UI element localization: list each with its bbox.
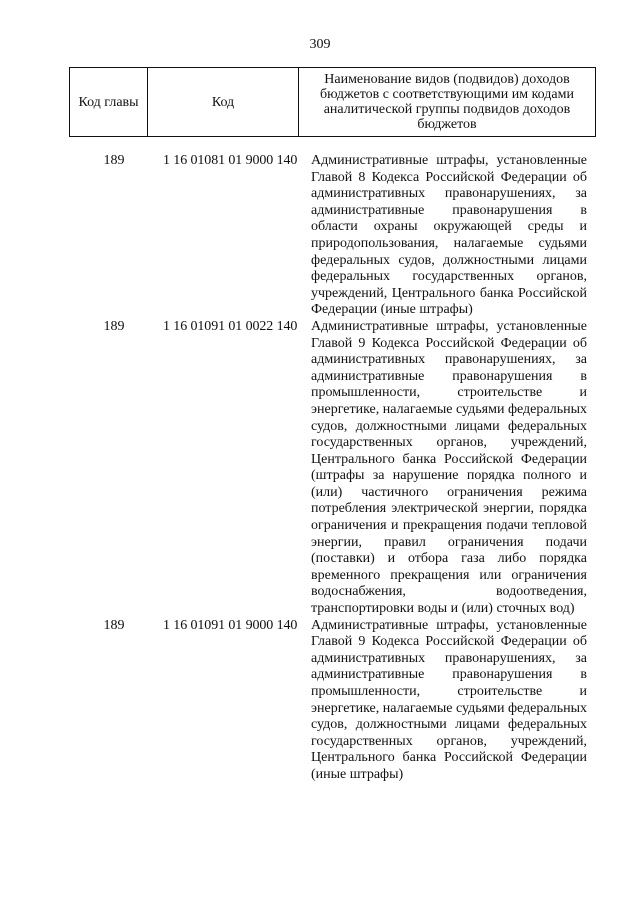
table-header	[69, 67, 596, 137]
table-body	[69, 153, 596, 784]
chapter-code-cell: 189	[103, 617, 125, 633]
table-row	[69, 153, 596, 319]
header-name: Наименование видов (подвидов) доходов бюджетов с соответствующими им кодами аналитической группы подвидов доходов бюджетов	[299, 68, 596, 137]
name-cell: Административные штрафы, установленные Главой 8 Кодекса Российской Федерации об административных правонарушениях, за административные правонарушения в области охраны окружающей среды и природопользования, налагаемые судьями федеральных судов, должностными лицами федеральных государственных органов, учреждений, Центрального банка Российской Федерации (иные штрафы)	[311, 153, 587, 318]
name-cell: Административные штрафы, установленные Главой 9 Кодекса Российской Федерации об административных правонарушениях, за административные правонарушения в промышленности, строительстве и энергетике, налагаемые судьями федеральных судов, должностными лицами федеральных государственных органов, учреждений, Центрального банка Российской Федерации (штрафы за нарушение порядка полного и (или) частичного ограничения режима потребления электрической энергии, порядка ограничения и прекращения подачи тепловой энергии, правил ограничения подачи (поставки) и отбора газа либо порядка временного прекращения или ограничения водоснабжения, водоотведения, транспортировки воды и (или) сточных вод)	[311, 318, 587, 617]
header-chapter-code: Код главы	[70, 68, 148, 137]
chapter-code-cell: 189	[103, 153, 125, 168]
header-code: Код	[148, 68, 299, 137]
code-cell: 1 16 01081 01 9000 140	[163, 153, 298, 168]
name-cell: Административные штрафы, установленные Главой 9 Кодекса Российской Федерации об административных правонарушениях, за административные правонарушения в промышленности, строительстве и энергетике, налагаемые судьями федеральных судов, должностными лицами федеральных государственных органов, учреждений, Центрального банка Российской Федерации (иные штрафы)	[311, 617, 587, 782]
table-row	[69, 618, 596, 784]
table-row	[69, 319, 596, 618]
code-cell: 1 16 01091 01 0022 140	[163, 318, 298, 334]
chapter-code-cell: 189	[103, 318, 125, 334]
code-cell: 1 16 01091 01 9000 140	[163, 617, 298, 633]
header-row	[70, 68, 596, 137]
page-number: 309	[309, 37, 331, 52]
